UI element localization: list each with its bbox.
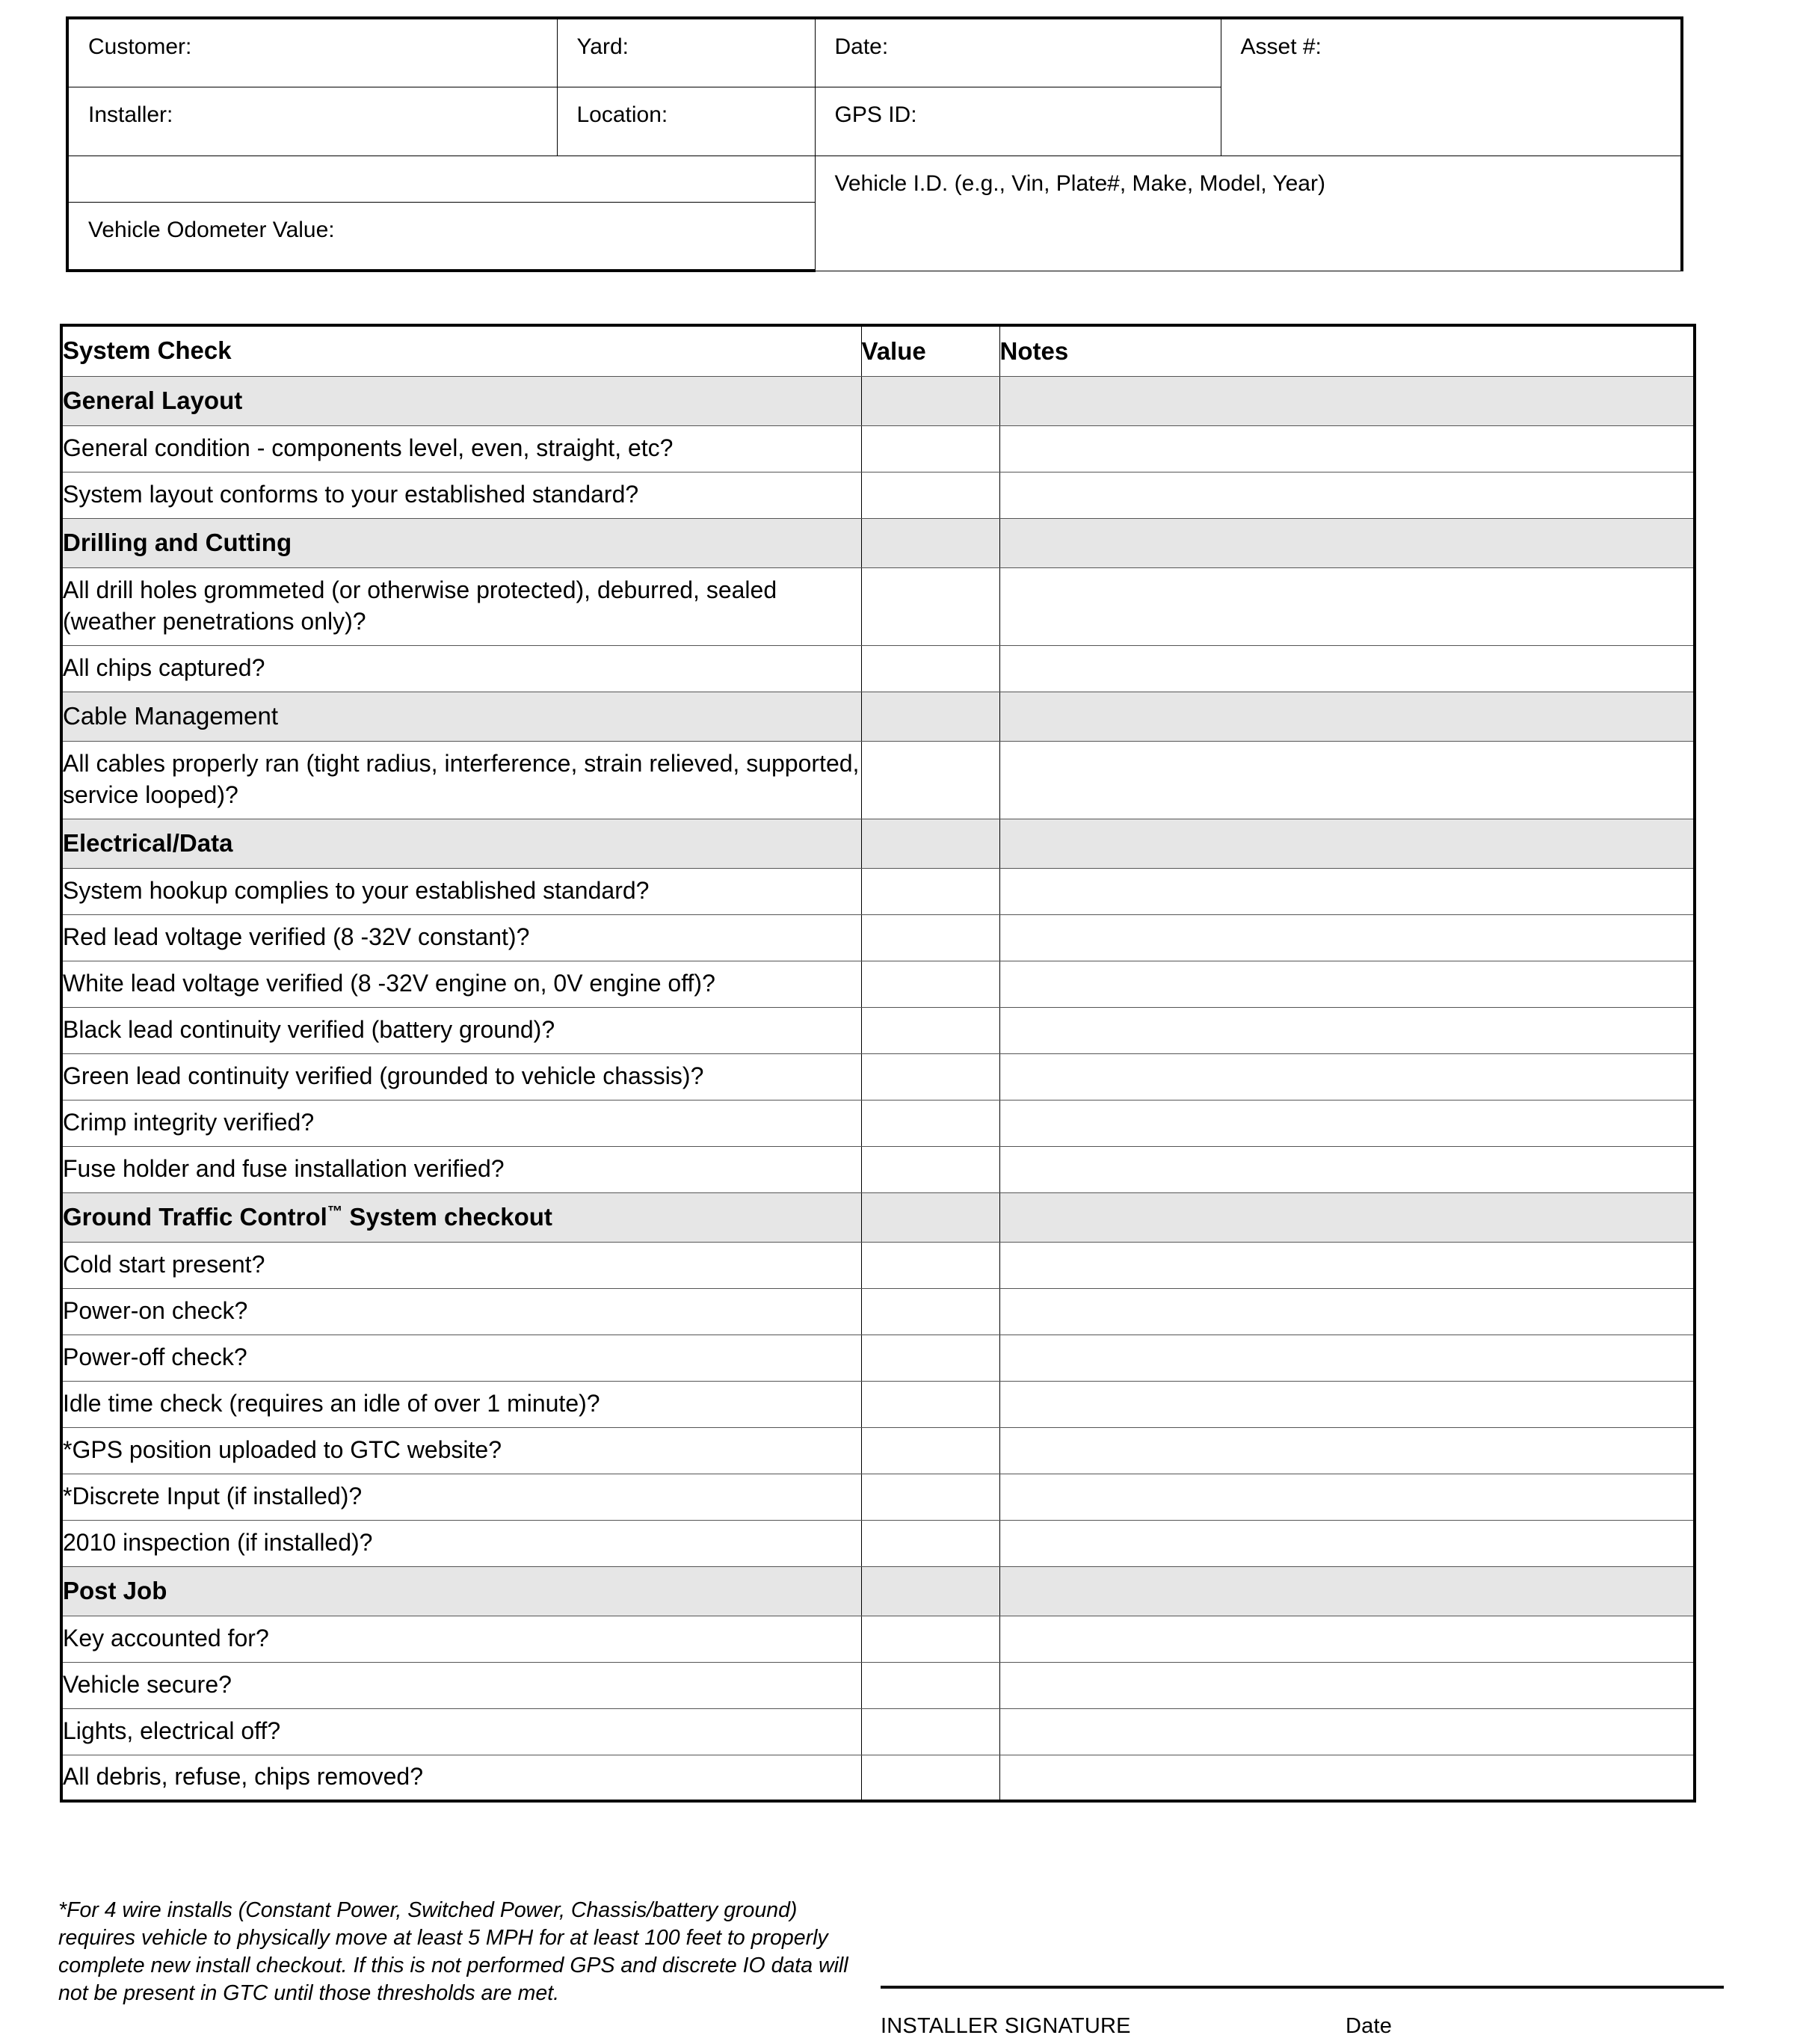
section-label: Electrical/Data	[61, 819, 861, 868]
system-check-table	[60, 324, 1696, 1803]
value-cell[interactable]	[861, 1708, 999, 1755]
header-info-table	[66, 16, 1683, 272]
installer-signature-label: INSTALLER SIGNATURE	[881, 2014, 1131, 2038]
check-item-label: 2010 inspection (if installed)?	[61, 1520, 861, 1566]
field-date[interactable]	[815, 18, 1221, 87]
table-row	[61, 1616, 1695, 1662]
check-item-label: Green lead continuity verified (grounded to vehicle chassis)?	[61, 1053, 861, 1100]
section-header-row	[61, 1566, 1695, 1616]
section-header-row	[61, 819, 1695, 868]
notes-cell[interactable]	[999, 472, 1695, 518]
notes-cell[interactable]	[999, 425, 1695, 472]
notes-cell[interactable]	[999, 1708, 1695, 1755]
table-row	[61, 868, 1695, 914]
notes-cell[interactable]	[999, 1335, 1695, 1381]
value-cell	[861, 376, 999, 425]
check-item-label: All cables properly ran (tight radius, interference, strain relieved, supported, service looped)?	[61, 741, 861, 819]
notes-cell	[999, 518, 1695, 567]
section-label: Ground Traffic Control™ System checkout	[61, 1192, 861, 1242]
table-row	[61, 1520, 1695, 1566]
check-item-label: All chips captured?	[61, 645, 861, 692]
table-row	[61, 1381, 1695, 1427]
table-row	[61, 1100, 1695, 1146]
blank-cell-left[interactable]	[67, 156, 815, 202]
notes-cell[interactable]	[999, 914, 1695, 961]
value-cell[interactable]	[861, 1474, 999, 1520]
field-asset[interactable]	[1221, 18, 1682, 156]
value-cell[interactable]	[861, 1242, 999, 1288]
check-item-label: Black lead continuity verified (battery ground)?	[61, 1007, 861, 1053]
notes-cell[interactable]	[999, 1616, 1695, 1662]
section-header-row	[61, 518, 1695, 567]
value-cell[interactable]	[861, 472, 999, 518]
check-item-label: All debris, refuse, chips removed?	[61, 1755, 861, 1801]
table-row	[61, 1427, 1695, 1474]
section-label: Cable Management	[61, 692, 861, 741]
notes-cell[interactable]	[999, 961, 1695, 1007]
check-item-label: *Discrete Input (if installed)?	[61, 1474, 861, 1520]
field-yard-label: Yard:	[576, 34, 629, 59]
footnote-text: *For 4 wire installs (Constant Power, Switched Power, Chassis/battery ground) requires vehicle to physically move at least 5 MPH for at least 100 feet to properly complete new install checkout. If this is not performed GPS and discrete IO data will not be present in GTC until those thresholds are met.	[58, 1898, 848, 2006]
value-cell[interactable]	[861, 868, 999, 914]
field-vehicle-id[interactable]	[815, 156, 1682, 271]
table-row	[61, 1007, 1695, 1053]
notes-cell[interactable]	[999, 1755, 1695, 1801]
section-header-row	[61, 692, 1695, 741]
table-row	[61, 1755, 1695, 1801]
value-cell[interactable]	[861, 1427, 999, 1474]
value-cell	[861, 819, 999, 868]
table-row	[61, 1146, 1695, 1192]
value-cell[interactable]	[861, 914, 999, 961]
signature-line[interactable]	[881, 1986, 1724, 1989]
notes-cell[interactable]	[999, 1288, 1695, 1335]
notes-cell	[999, 376, 1695, 425]
value-cell[interactable]	[861, 567, 999, 645]
notes-cell	[999, 1192, 1695, 1242]
check-item-label: General condition - components level, even, straight, etc?	[61, 425, 861, 472]
table-row	[61, 472, 1695, 518]
field-date-label: Date:	[834, 34, 889, 59]
table-row	[61, 1474, 1695, 1520]
field-location-label: Location:	[576, 102, 668, 127]
value-cell	[861, 692, 999, 741]
field-gps-id[interactable]	[815, 87, 1221, 156]
table-row	[61, 425, 1695, 472]
field-installer[interactable]	[67, 87, 557, 156]
section-header-row	[61, 376, 1695, 425]
field-gps-id-label: GPS ID:	[834, 102, 917, 127]
section-header-row	[61, 1192, 1695, 1242]
field-asset-label: Asset #:	[1240, 34, 1322, 59]
check-item-label: Crimp integrity verified?	[61, 1100, 861, 1146]
header-row-3	[67, 156, 1682, 202]
check-item-label: Vehicle secure?	[61, 1662, 861, 1708]
notes-cell[interactable]	[999, 1520, 1695, 1566]
notes-cell[interactable]	[999, 1146, 1695, 1192]
field-customer-label: Customer:	[88, 34, 192, 59]
table-row	[61, 1242, 1695, 1288]
check-item-label: Power-off check?	[61, 1335, 861, 1381]
column-header-notes: Notes	[999, 325, 1695, 376]
table-row	[61, 741, 1695, 819]
notes-cell[interactable]	[999, 1007, 1695, 1053]
check-item-label: Lights, electrical off?	[61, 1708, 861, 1755]
check-item-label: System layout conforms to your established standard?	[61, 472, 861, 518]
check-item-label: Power-on check?	[61, 1288, 861, 1335]
value-cell[interactable]	[861, 1616, 999, 1662]
value-cell	[861, 1566, 999, 1616]
notes-cell	[999, 692, 1695, 741]
check-item-label: All drill holes grommeted (or otherwise protected), deburred, sealed (weather penetrations only)?	[61, 567, 861, 645]
table-row	[61, 645, 1695, 692]
field-yard[interactable]	[557, 18, 815, 87]
notes-cell[interactable]	[999, 868, 1695, 914]
table-row	[61, 1708, 1695, 1755]
value-cell[interactable]	[861, 425, 999, 472]
value-cell[interactable]	[861, 1007, 999, 1053]
value-cell[interactable]	[861, 1335, 999, 1381]
notes-cell[interactable]	[999, 741, 1695, 819]
section-label: General Layout	[61, 376, 861, 425]
check-item-label: Idle time check (requires an idle of over 1 minute)?	[61, 1381, 861, 1427]
table-row	[61, 914, 1695, 961]
value-cell[interactable]	[861, 1755, 999, 1801]
notes-cell[interactable]	[999, 1053, 1695, 1100]
notes-cell[interactable]	[999, 1427, 1695, 1474]
notes-cell[interactable]	[999, 1381, 1695, 1427]
check-item-label: Red lead voltage verified (8 -32V constant)?	[61, 914, 861, 961]
notes-cell[interactable]	[999, 1242, 1695, 1288]
value-cell[interactable]	[861, 741, 999, 819]
value-cell	[861, 1192, 999, 1242]
check-item-label: *GPS position uploaded to GTC website?	[61, 1427, 861, 1474]
section-label: Drilling and Cutting	[61, 518, 861, 567]
table-row	[61, 1053, 1695, 1100]
table-header-row	[61, 325, 1695, 376]
field-vehicle-id-label: Vehicle I.D. (e.g., Vin, Plate#, Make, Model, Year)	[834, 170, 1325, 196]
table-row	[61, 567, 1695, 645]
notes-cell[interactable]	[999, 1100, 1695, 1146]
table-row	[61, 1662, 1695, 1708]
value-cell[interactable]	[861, 961, 999, 1007]
value-cell[interactable]	[861, 1146, 999, 1192]
notes-cell[interactable]	[999, 645, 1695, 692]
notes-cell[interactable]	[999, 567, 1695, 645]
value-cell[interactable]	[861, 645, 999, 692]
trademark-symbol: ™	[327, 1202, 343, 1220]
field-location[interactable]	[557, 87, 815, 156]
table-row	[61, 961, 1695, 1007]
value-cell[interactable]	[861, 1662, 999, 1708]
table-row	[61, 1288, 1695, 1335]
notes-cell	[999, 819, 1695, 868]
field-odometer[interactable]	[67, 202, 815, 271]
check-item-label: Fuse holder and fuse installation verified?	[61, 1146, 861, 1192]
notes-cell[interactable]	[999, 1662, 1695, 1708]
table-row	[61, 1335, 1695, 1381]
value-cell[interactable]	[861, 1100, 999, 1146]
value-cell[interactable]	[861, 1288, 999, 1335]
check-item-label: Cold start present?	[61, 1242, 861, 1288]
check-item-label: System hookup complies to your established standard?	[61, 868, 861, 914]
check-item-label: White lead voltage verified (8 -32V engine on, 0V engine off)?	[61, 961, 861, 1007]
notes-cell[interactable]	[999, 1474, 1695, 1520]
column-header-system-check: System Check	[61, 325, 861, 376]
header-row-1	[67, 18, 1682, 87]
value-cell[interactable]	[861, 1520, 999, 1566]
column-header-value: Value	[861, 325, 999, 376]
check-item-label: Key accounted for?	[61, 1616, 861, 1662]
field-customer[interactable]	[67, 18, 557, 87]
field-odometer-label: Vehicle Odometer Value:	[88, 217, 335, 242]
notes-cell	[999, 1566, 1695, 1616]
field-installer-label: Installer:	[88, 102, 173, 127]
value-cell[interactable]	[861, 1053, 999, 1100]
value-cell[interactable]	[861, 1381, 999, 1427]
value-cell	[861, 518, 999, 567]
signature-date-label: Date	[1346, 2014, 1393, 2038]
section-label: Post Job	[61, 1566, 861, 1616]
